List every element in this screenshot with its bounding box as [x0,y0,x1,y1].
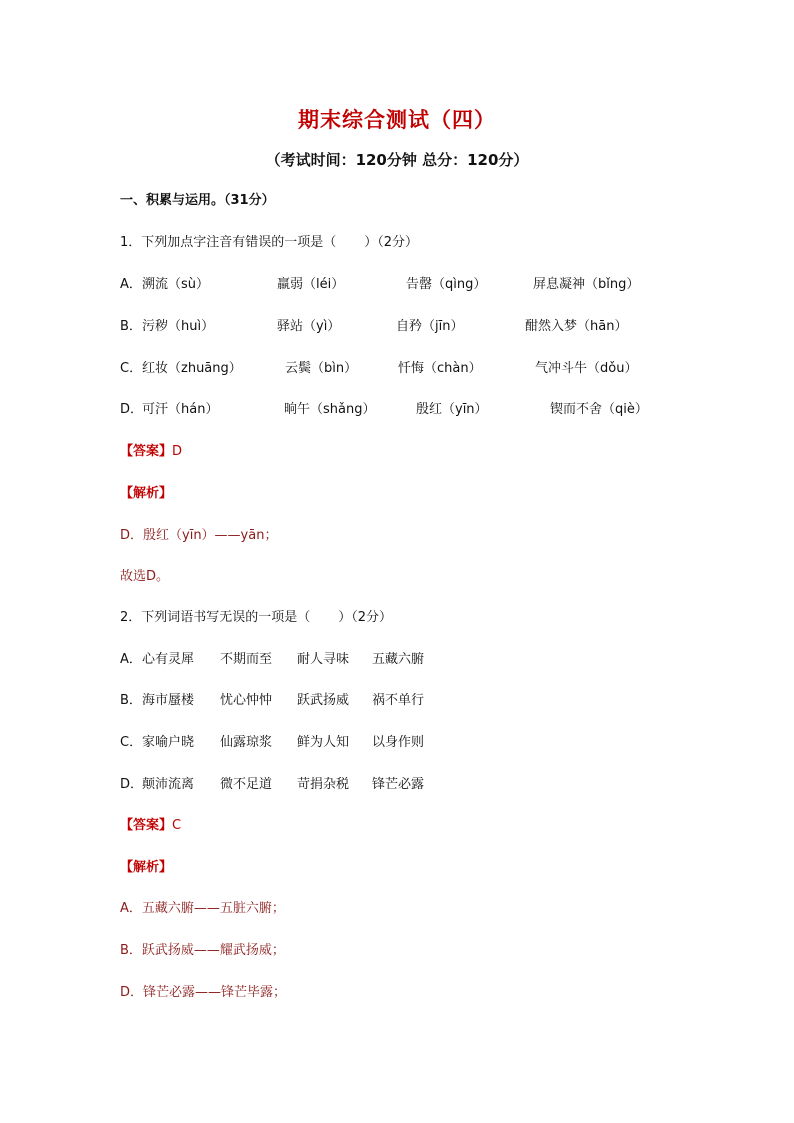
option-item: 殷红（yīn） [416,402,488,417]
question-1-stem [120,234,418,252]
option-item: 海市蜃楼 [142,693,195,708]
option-item: 以身作则 [372,735,425,750]
option-item: 可汗（hán） [142,402,219,417]
option-item: 锋芒必露 [372,777,425,792]
question-stem-text: 1．下列加点字注音有错误的一项是（ [120,235,337,250]
q2-analysis-tag: 【解析】 [120,860,173,875]
page-subtitle: （考试时间：120分钟 总分：120分） [265,151,529,169]
option-item: 颠沛流离 [142,777,195,792]
option-item: 心有灵犀 [142,652,195,667]
option-item: 仙露琼浆 [220,735,273,750]
option-item: 屏息凝神（bǐng） [533,277,640,292]
option-item: 苛捐杂税 [297,777,350,792]
option-label: B． [120,319,142,334]
answer-value: D [172,444,183,459]
question-stem-score: ）（2分） [364,235,419,250]
option-item: 五藏六腑 [372,652,425,667]
q1-answer [120,443,182,461]
option-item: 告罄（qìng） [406,277,487,292]
option-item: 羸弱（léi） [277,277,345,292]
option-item: 祸不单行 [372,693,425,708]
q2-analysis-line: A．五藏六腑——五脏六腑； [120,901,285,916]
option-item: 云鬓（bìn） [285,361,358,376]
option-item: 忧心忡忡 [220,693,273,708]
question-stem-score: ）（2分） [338,610,393,625]
question-stem-text: 2．下列词语书写无误的一项是（ [120,610,311,625]
option-label: A． [120,277,142,292]
option-item: 红妆（zhuāng） [142,361,242,376]
option-item: 晌午（shǎng） [284,402,376,417]
option-item: 酣然入梦（hān） [525,319,628,334]
option-item: 污秽（huì） [142,319,215,334]
question-2-stem [120,609,392,627]
option-item: 忏悔（chàn） [398,361,482,376]
option-label: A． [120,652,142,667]
answer-tag: 【答案】 [120,444,173,459]
page-title: 期末综合测试（四） [298,108,496,132]
q2-answer [120,817,181,835]
q2-analysis-line: B．跃武扬威——耀武扬威； [120,943,285,958]
option-item: 耐人寻味 [297,652,350,667]
q1-analysis-tag: 【解析】 [120,486,173,501]
option-item: 锲而不舍（qiè） [550,402,648,417]
option-label: D． [120,402,144,417]
option-label: D． [120,777,144,792]
q2-analysis-line: D．锋芒必露——锋芒毕露； [120,985,287,1000]
option-label: C． [120,735,143,750]
option-item: 跃武扬威 [297,693,350,708]
section-heading: 一、积累与运用。（31分） [120,193,275,208]
option-item: 不期而至 [220,652,273,667]
option-item: 家喻户晓 [142,735,195,750]
answer-tag: 【答案】 [120,818,173,833]
option-item: 鲜为人知 [297,735,350,750]
option-label: C． [120,361,143,376]
option-item: 驿站（yì） [277,319,341,334]
answer-value: C [172,818,182,833]
q1-analysis-line: D．殷红（yīn）——yān； [120,528,278,543]
q1-analysis-line: 故选D。 [120,569,170,584]
option-item: 微不足道 [220,777,273,792]
option-label: B． [120,693,142,708]
option-item: 自矜（jīn） [396,319,464,334]
option-item: 气冲斗牛（dǒu） [535,361,638,376]
option-item: 溯流（sù） [142,277,210,292]
